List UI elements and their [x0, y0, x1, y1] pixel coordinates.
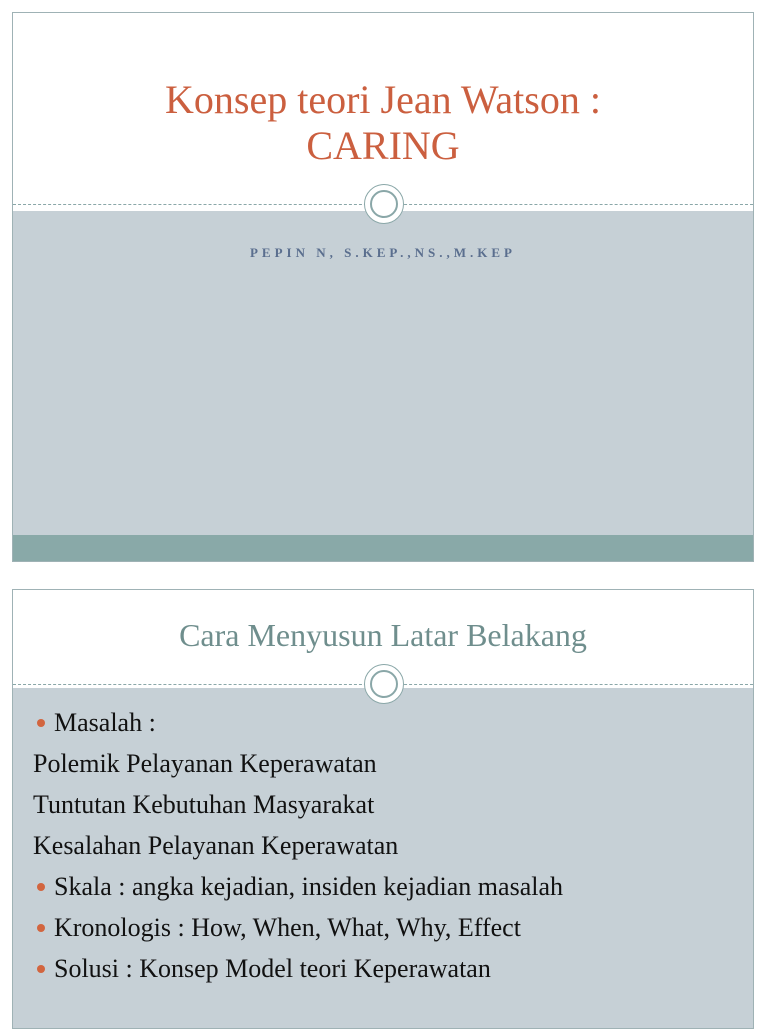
bullet-icon: [37, 883, 45, 891]
list-item: [33, 743, 743, 784]
list-item-text: Kesalahan Pelayanan Keperawatan: [33, 831, 399, 860]
list-item: [33, 702, 743, 743]
slide-subtitle: PEPIN N, S.KEP.,NS.,M.KEP: [249, 245, 516, 260]
slide-title-line1: Konsep teori Jean Watson :: [165, 77, 601, 122]
circle-ornament-icon: [364, 664, 404, 704]
list-item-text: Masalah :: [54, 708, 156, 737]
bullet-icon: [37, 719, 45, 727]
content-area: [13, 211, 753, 561]
list-item-text: Tuntutan Kebutuhan Masyarakat: [33, 790, 375, 819]
bullet-icon: [37, 924, 45, 932]
content-list: [33, 702, 743, 989]
list-item: [33, 948, 743, 989]
list-item: [33, 907, 743, 948]
footer-band: [13, 535, 753, 561]
content-slide: [12, 589, 754, 1029]
circle-ornament-icon: [364, 184, 404, 224]
list-item-text: Kronologis : How, When, What, Why, Effect: [54, 913, 521, 942]
list-item: [33, 784, 743, 825]
slide-title: [13, 77, 753, 169]
list-item-text: Skala : angka kejadian, insiden kejadian masalah: [54, 872, 563, 901]
list-item: [33, 866, 743, 907]
title-slide: [12, 12, 754, 562]
bullet-icon: [37, 965, 45, 973]
list-item-text: Polemik Pelayanan Keperawatan: [33, 749, 377, 778]
list-item: [33, 825, 743, 866]
slide-title-line2: CARING: [306, 123, 460, 168]
list-item-text: Solusi : Konsep Model teori Keperawatan: [54, 954, 491, 983]
slide-title: Cara Menyusun Latar Belakang: [179, 617, 587, 653]
